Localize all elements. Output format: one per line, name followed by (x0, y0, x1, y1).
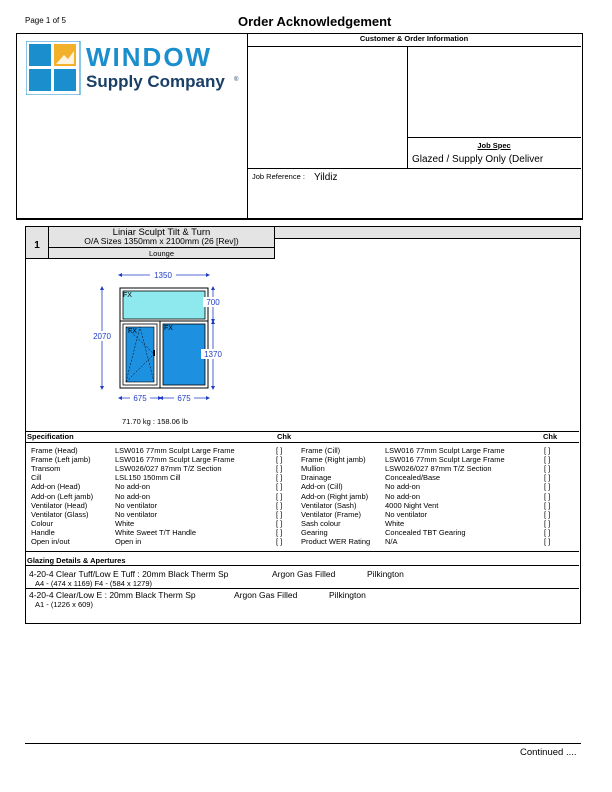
top-light-pane (123, 291, 205, 319)
glazing-maker: Pilkington (329, 590, 366, 600)
spec-value: LSW026/027 87mm T/Z Section (115, 464, 222, 474)
spec-check-box: [ ] (544, 537, 551, 546)
svg-text:®: ® (234, 77, 239, 83)
spec-check-box: [ ] (276, 473, 283, 483)
spec-label: Frame (Cill) (301, 446, 341, 455)
svg-text:FX: FX (128, 328, 137, 335)
spec-label: Gearing (301, 527, 328, 537)
job-spec-title: Job Spec (477, 141, 511, 150)
spec-value: LSW016 77mm Sculpt Large Frame (385, 455, 505, 465)
spec-check-box: [ ] (276, 464, 283, 474)
item-name: Liniar Sculpt Tilt & Turn (112, 227, 211, 238)
spec-check-box: [ ] (544, 482, 551, 492)
spec-label: Ventilator (Glass) (31, 509, 89, 519)
glazing-head-rule (25, 565, 579, 566)
svg-text:FX: FX (164, 325, 173, 332)
spec-title: Specification (27, 432, 74, 441)
spec-label: Drainage (301, 473, 332, 483)
job-spec-value: Glazed / Supply Only (Deliver (412, 154, 544, 165)
handle-icon (153, 350, 155, 356)
spec-label: Frame (Left jamb) (31, 455, 91, 465)
logo-word-supply: Supply Company (86, 72, 225, 91)
spec-value: LSL150 150mm Cill (115, 473, 181, 483)
continued-label: Continued .... (520, 747, 577, 758)
spec-check-box: [ ] (544, 491, 551, 501)
spec-check-box: [ ] (544, 509, 551, 519)
spec-label: Ventilator (Sash) (301, 500, 357, 510)
item-title-divider (48, 247, 275, 248)
spec-label: Sash colour (301, 518, 341, 528)
glazing-gas: Argon Gas Filled (272, 569, 336, 579)
glazing-maker: Pilkington (367, 569, 404, 579)
spec-value: Concealed TBT Gearing (385, 527, 466, 537)
spec-label: Product WER Rating (301, 537, 371, 546)
svg-text:FX: FX (123, 292, 132, 299)
spec-value: Concealed/Base (385, 473, 441, 483)
spec-chk-left: Chk (277, 432, 292, 441)
spec-value: White Sweet T/T Handle (115, 527, 197, 537)
window-drawing (84, 266, 234, 406)
document-title: Order Acknowledgement (238, 14, 392, 29)
spec-check-box: [ ] (276, 491, 283, 501)
glazing-apertures: A1 - (1226 x 609) (35, 600, 93, 609)
spec-check-box: [ ] (544, 464, 551, 474)
spec-label: Ventilator (Head) (31, 500, 88, 510)
item-location: Lounge (148, 249, 175, 258)
svg-text:2070: 2070 (93, 332, 111, 341)
spec-check-box: [ ] (276, 446, 283, 455)
spec-check-box: [ ] (544, 500, 551, 510)
svg-text:700: 700 (206, 298, 220, 307)
spec-value: No ventilator (115, 509, 158, 519)
spec-value: LSW016 77mm Sculpt Large Frame (115, 455, 235, 465)
item-weight: 71.70 kg : 158.06 lb (122, 417, 188, 426)
spec-check-box: [ ] (276, 537, 283, 546)
spec-check-box: [ ] (544, 527, 551, 537)
spec-chk-right: Chk (543, 432, 558, 441)
spec-value: Open in (115, 537, 142, 546)
glazing-title: Glazing Details & Apertures (27, 556, 126, 565)
svg-text:675: 675 (177, 394, 191, 403)
spec-label: Colour (31, 518, 54, 528)
glazing-apertures: A4 - (474 x 1169) F4 - (584 x 1279) (35, 579, 153, 588)
spec-value: No add-on (385, 491, 421, 501)
spec-value: LSW016 77mm Sculpt Large Frame (385, 446, 505, 455)
fixed-pane (163, 324, 205, 385)
glazing-top-rule (25, 551, 579, 552)
spec-value: 4000 Night Vent (385, 500, 439, 510)
spec-head-rule (25, 442, 579, 443)
spec-label: Add-on (Right jamb) (301, 491, 369, 501)
spec-check-box: [ ] (276, 527, 283, 537)
spec-label: Add-on (Left jamb) (31, 491, 94, 501)
glazing-row-rule (25, 588, 579, 589)
info-divider-jobspec (407, 137, 581, 138)
spec-label: Handle (31, 527, 55, 537)
spec-check-box: [ ] (276, 509, 283, 519)
spec-check-box: [ ] (544, 473, 551, 483)
info-divider-title (247, 46, 581, 47)
spec-check-box: [ ] (544, 518, 551, 528)
spec-value: LSW026/027 87mm T/Z Section (385, 464, 492, 474)
spec-value: White (385, 518, 405, 528)
svg-text:1370: 1370 (204, 350, 222, 359)
spec-check-box: [ ] (544, 446, 551, 455)
svg-text:1350: 1350 (154, 271, 172, 280)
spec-check-box: [ ] (276, 482, 283, 492)
customer-info-title: Customer & Order Information (359, 34, 469, 43)
job-reference-value: Yildiz (314, 172, 338, 183)
info-divider-jobref (247, 168, 581, 169)
spec-label: Frame (Head) (31, 446, 78, 455)
svg-text:675: 675 (133, 394, 147, 403)
job-reference-label: Job Reference : (252, 172, 305, 181)
spec-value: No add-on (385, 482, 421, 492)
info-box-shadow (16, 218, 582, 220)
info-divider-vertical (247, 33, 248, 218)
spec-check-box: [ ] (544, 455, 551, 465)
spec-label: Add-on (Cill) (301, 482, 343, 492)
spec-value: No ventilator (385, 509, 428, 519)
spec-label: Add-on (Head) (31, 482, 81, 492)
spec-value: No ventilator (115, 500, 158, 510)
spec-value: No add-on (115, 482, 151, 492)
item-size: O/A Sizes 1350mm x 2100mm (26 [Rev]) (84, 236, 239, 246)
spec-top-rule (25, 431, 579, 432)
logo-word-window: WINDOW (86, 42, 213, 72)
glazing-spec: 4-20-4 Clear Tuff/Low E Tuff : 20mm Black Therm Sp (29, 569, 229, 579)
glazing-gas: Argon Gas Filled (234, 590, 298, 600)
spec-check-box: [ ] (276, 518, 283, 528)
company-logo (26, 41, 244, 95)
spec-label: Open in/out (31, 537, 70, 546)
spec-value: No add-on (115, 491, 151, 501)
spec-check-box: [ ] (276, 455, 283, 465)
spec-label: Frame (Right jamb) (301, 455, 366, 465)
spec-label: Cill (31, 473, 42, 483)
spec-value: N/A (385, 537, 398, 546)
window-logo-icon (26, 41, 244, 95)
sash-glass (126, 327, 154, 382)
footer-rule (25, 743, 581, 744)
item-number: 1 (34, 240, 40, 251)
spec-label: Transom (31, 464, 61, 474)
spec-label: Ventilator (Frame) (301, 509, 362, 519)
spec-check-box: [ ] (276, 500, 283, 510)
spec-value: White (115, 518, 135, 528)
spec-value: LSW016 77mm Sculpt Large Frame (115, 446, 235, 455)
page-number: Page 1 of 5 (25, 16, 66, 25)
glazing-spec: 4-20-4 Clear/Low E : 20mm Black Therm Sp (29, 590, 196, 600)
spec-label: Mullion (301, 464, 325, 474)
